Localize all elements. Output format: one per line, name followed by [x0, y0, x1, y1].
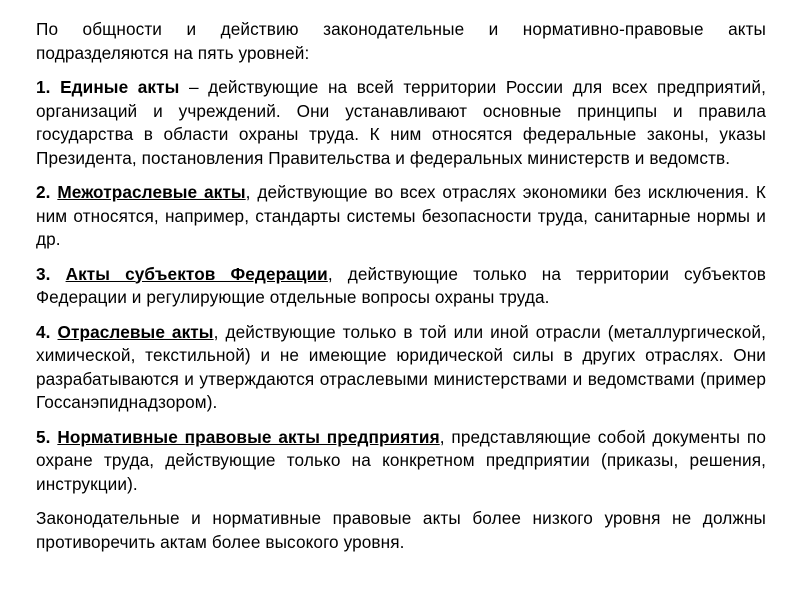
level-item-1: [36, 76, 766, 170]
level-item-2: [36, 181, 766, 252]
level-separator: ,: [213, 321, 226, 342]
level-title: Межотраслевые акты: [57, 182, 246, 202]
level-separator: ,: [327, 263, 348, 284]
level-description: действующие только на территории субъектов Федерации и регулирующие отдельные вопросы охраны труда.: [36, 263, 766, 307]
level-separator: –: [179, 77, 209, 97]
level-description: действующие во всех отраслях экономики без исключения. К ним относятся, например, стандарты системы безопасности труда, санитарные нормы и др.: [36, 182, 766, 249]
level-number: 2.: [36, 182, 51, 202]
level-description: представляющие собой документы по охране труда, действующие только на конкретном предприятии (приказы, решения, инструкции).: [36, 426, 766, 494]
level-number: 5.: [36, 426, 51, 447]
level-title: Отраслевые акты: [57, 321, 214, 342]
level-title: Единые акты: [60, 77, 180, 97]
conclusion-paragraph: Законодательные и нормативные правовые акты более низкого уровня не должны противоречить актам более высокого уровня.: [36, 508, 766, 552]
level-separator: ,: [439, 426, 452, 447]
level-item-3: [36, 263, 766, 310]
level-number: 3.: [36, 263, 51, 284]
level-title: Нормативные правовые акты предприятия: [57, 426, 440, 447]
level-description: действующие на всей территории России для всех предприятий, организаций и учреждений. Они устанавливают основные принципы и правила государства в области охраны труда. К ним относятся федеральные законы, указы Президента, постановления Правительства и федеральных министерств и ведомств.: [36, 77, 766, 168]
level-number: 1.: [36, 77, 51, 97]
intro-paragraph: По общности и действию законодательные и нормативно-правовые акты подразделяются на пять уровней:: [36, 19, 766, 63]
level-separator: ,: [245, 182, 258, 202]
level-number: 4.: [36, 321, 51, 342]
level-title: Акты субъектов Федерации: [65, 263, 328, 284]
level-item-4: [36, 321, 766, 415]
level-description: действующие только в той или иной отрасли (металлургической, химической, текстильной) и не имеющие юридической силы в других отраслях. Они разрабатываются и утверждаются отраслевыми министерствами и ведомствами (пример Госсанэпиднадзором).: [36, 321, 766, 412]
level-item-5: [36, 426, 766, 497]
slide-content: [36, 18, 766, 588]
